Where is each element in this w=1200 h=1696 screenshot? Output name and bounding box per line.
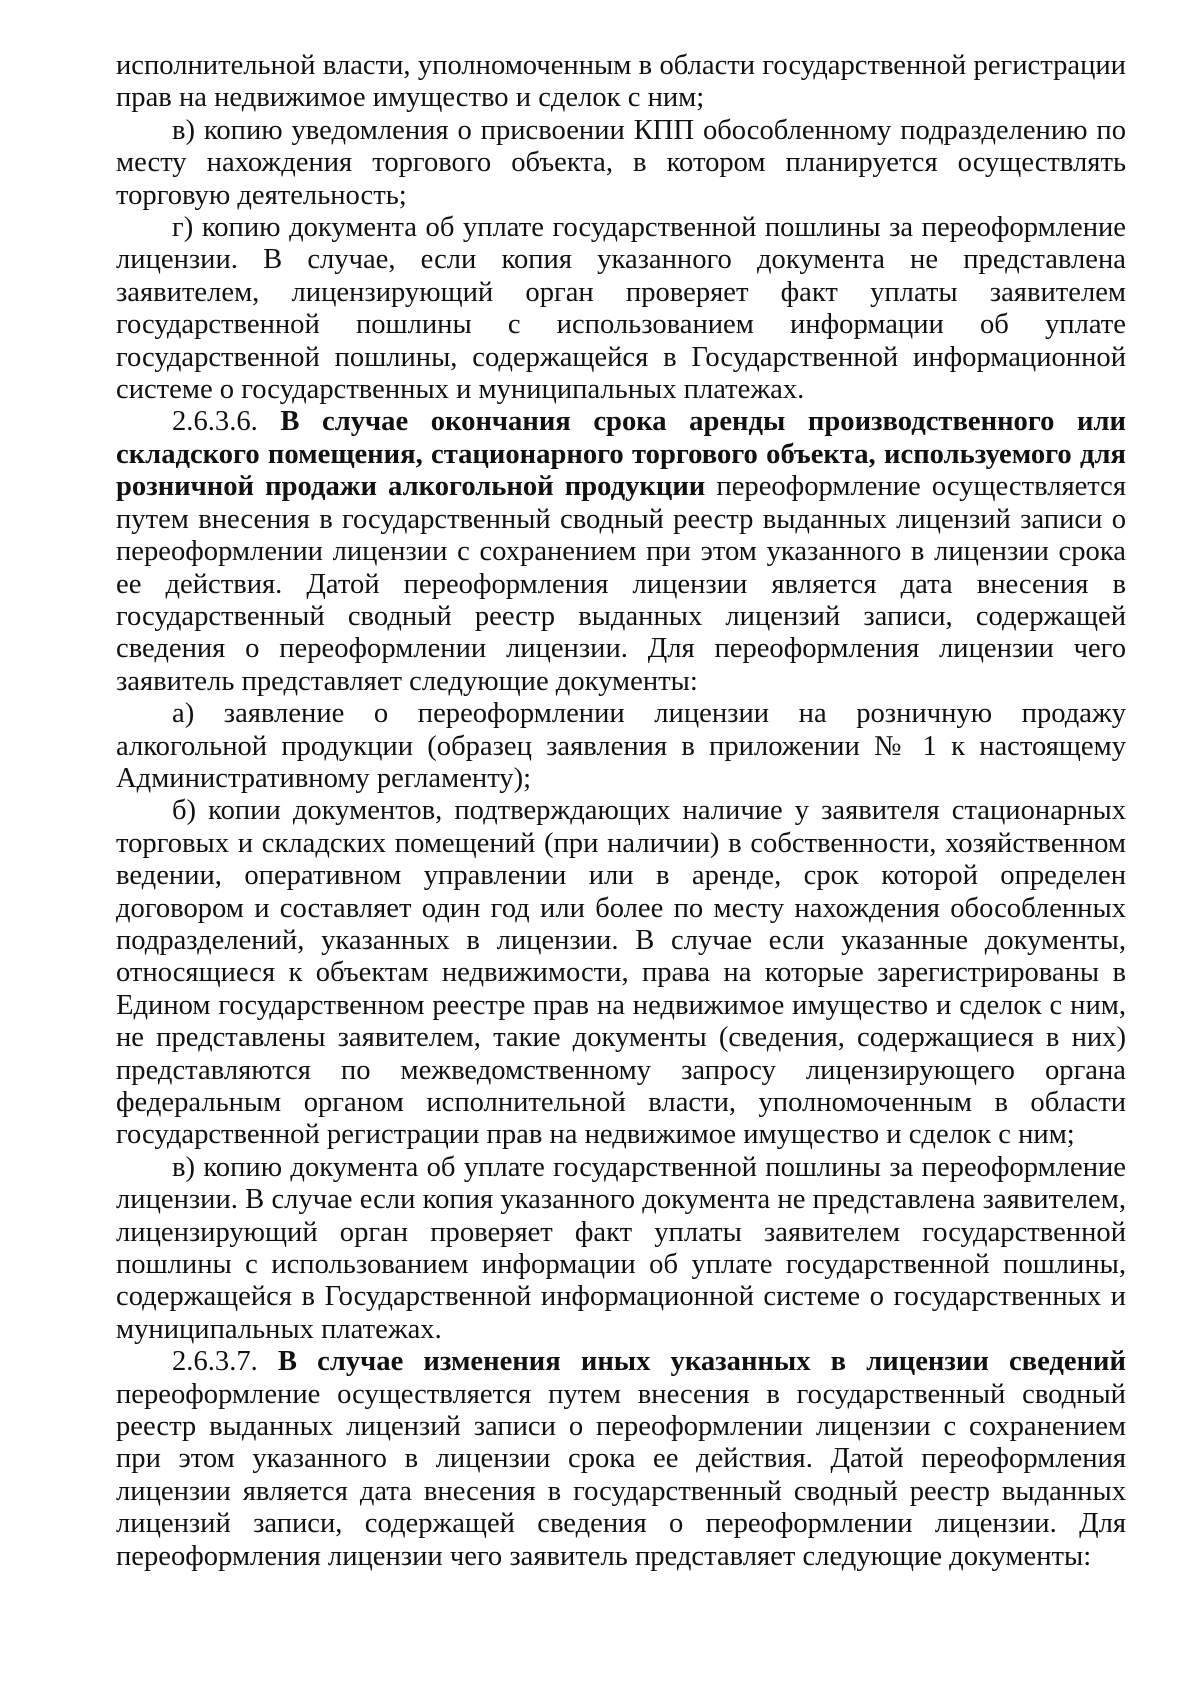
section-body-text: переоформление осуществляется путем внесения в государственный сводный реестр выданных лицензий записи о переоформлении лицензии с сохранением при этом указанного в лицензии срока ее действия. Датой переоформления лицензии является дата внесения в государственный сводный реестр выданных лицензий записи, содержащей сведения о переоформлении лицензии. Для переоформления лицензии чего заявитель представляет следующие документы: [116, 471, 1126, 697]
document-page [116, 50, 1126, 1573]
paragraph-item-v-fee: в) копию документа об уплате государственной пошлины за переоформление лицензии. В случае если копия указанного документа не представлена заявителем, лицензирующий орган проверяет факт уплаты заявителем государственной пошлины с использованием информации об уплате государственной пошлины, содержащейся в Государственной информационной системе о государственных и муниципальных платежах. [116, 1151, 1126, 1345]
paragraph-2-6-3-7 [116, 1346, 1126, 1573]
section-number: 2.6.3.7. [172, 1346, 258, 1378]
section-bold-heading: В случае изменения иных указанных в лицензии сведений [277, 1346, 1126, 1378]
paragraph-continuation: исполнительной власти, уполномоченным в области государственной регистрации прав на недвижимое имущество и сделок с ним; [116, 50, 1126, 114]
paragraph-item-a-application: а) заявление о переоформлении лицензии на розничную продажу алкогольной продукции (образец заявления в приложении № 1 к настоящему Административному регламенту); [116, 698, 1126, 794]
paragraph-item-b-documents: б) копии документов, подтверждающих наличие у заявителя стационарных торговых и складских помещений (при наличии) в собственности, хозяйственном ведении, оперативном управлении или в аренде, срок которой определен договором и составляет один год или более по месту нахождения обособленных подразделений, указанных в лицензии. В случае если указанные документы, относящиеся к объектам недвижимости, права на которые зарегистрированы в Едином государственном реестре прав на недвижимое имущество и сделок с ним, не представлены заявителем, такие документы (сведения, содержащиеся в них) представляются по межведомственному запросу лицензирующего органа федеральным органом исполнительной власти, уполномоченным в области государственной регистрации прав на недвижимое имущество и сделок с ним; [116, 795, 1126, 1151]
paragraph-item-g-fee: г) копию документа об уплате государственной пошлины за переоформление лицензии. В случае, если копия указанного документа не представлена заявителем, лицензирующий орган проверяет факт уплаты заявителем государственной пошлины с использованием информации об уплате государственной пошлины, содержащейся в Государственной информационной системе о государственных и муниципальных платежах. [116, 212, 1126, 406]
paragraph-item-v-kpp: в) копию уведомления о присвоении КПП обособленному подразделению по месту нахождения торгового объекта, в котором планируется осуществлять торговую деятельность; [116, 114, 1126, 211]
section-body-text: переоформление осуществляется путем внесения в государственный сводный реестр выданных лицензий записи о переоформлении лицензии с сохранением при этом указанного в лицензии срока ее действия. Датой переоформления лицензии является дата внесения в государственный сводный реестр выданных лицензий записи, содержащей сведения о переоформлении лицензии. Для переоформления лицензии чего заявитель представляет следующие документы: [116, 1378, 1126, 1572]
section-number: 2.6.3.6. [172, 406, 258, 438]
section-bold-heading: В случае окончания срока аренды производственного или складского помещения, стационарного торгового объекта, используемого для розничной продажи алкогольной продукции [116, 406, 1126, 503]
paragraph-2-6-3-6 [116, 406, 1126, 698]
